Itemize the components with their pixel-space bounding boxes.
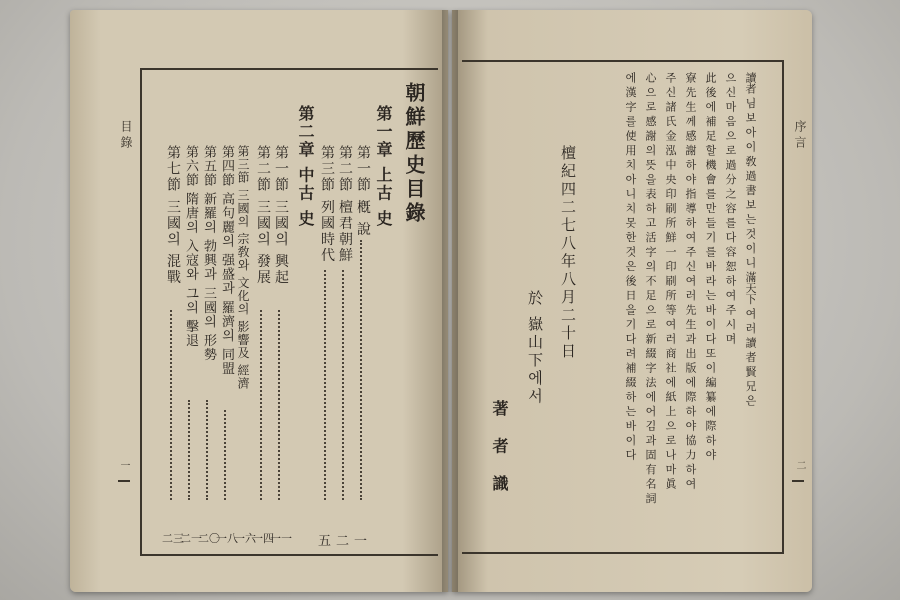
toc-leader-9 (188, 400, 190, 500)
toc-title: 朝鮮歷史目錄 (402, 82, 426, 226)
toc-page-3: 五 (318, 534, 332, 549)
toc-leader-7 (224, 410, 226, 500)
preface-line-6: 心 으 로 感 謝 의 뜻 을 表 하 고 活 字 의 不 足 으 로 新 綴 字 法 에 어 김 과 固 有 名 詞 (644, 72, 657, 504)
book-gutter (442, 10, 458, 592)
toc-page-10: 二三 (162, 532, 184, 545)
author-signature: 著 者 識 (490, 400, 509, 500)
toc-entry-4: 第一節 三國의 興起 (273, 145, 289, 286)
toc-leader-1 (360, 240, 362, 500)
toc-leader-3 (324, 270, 326, 500)
toc-entry-5: 第二節 三國의 發展 (255, 145, 271, 286)
toc-entry-8: 第五節 新羅의 勃興과 三國의 形勢 (201, 145, 216, 362)
preface-line-1: 讀者 님 보 아 이 敎 過 書 보 는 것 이 니 滿天下 여 러 讀 者 賢 兄 은 (744, 72, 757, 406)
toc-leader-4 (278, 310, 280, 500)
chapter-1-heading: 第一章 上古 史 (374, 105, 393, 229)
toc-page-6: 一六 (234, 532, 256, 545)
toc-entry-7: 第四節 高句麗의 强盛과 羅濟의 同盟 (219, 145, 234, 376)
preface-line-3: 此 後 에 補 足 할 機 會 를 만 들 기 를 바 라 는 바 이 다 또 이 編 纂 에 際 하 야 (704, 72, 717, 460)
toc-leader-2 (342, 270, 344, 500)
right-page-tick (792, 480, 804, 482)
preface-line-4: 寮 先 生 께 感 謝 하 야 指 導 하 여 주 신 여 러 先 生 과 出 版 에 際 하 야 協 力 하 여 (684, 72, 697, 489)
toc-leader-8 (206, 400, 208, 500)
open-book (70, 10, 815, 592)
left-page-tick (118, 480, 130, 482)
toc-page-7: 一八 (216, 532, 238, 545)
toc-entry-3: 第三節 列國時代 (319, 145, 335, 264)
toc-page-1: 一 (354, 534, 368, 549)
toc-entry-1: 第一節 槪 說 (355, 145, 371, 238)
preface-line-2: 으 신 마 음 으 로 過 分 之 容 를 다 容 恕 하 여 주 시 며 (724, 72, 737, 344)
left-margin-label: 目 錄 (119, 120, 133, 148)
chapter-2-heading: 第二章 中古 史 (296, 105, 315, 229)
preface-place: 於 嶽山下에서 (526, 290, 544, 406)
preface-line-7: 에 漢 字 를 使 用 치 아 니 치 못 한 것 은 後 日 을 기 다 려 補 綴 하 는 바 이 다 (624, 72, 637, 460)
preface-date: 檀紀四二七八年八月二十日 (559, 145, 577, 361)
toc-entry-10: 第七節 三國의 混戰 (165, 145, 181, 286)
preface-line-5: 주 신 諸 氏 金 泓 中 央 印 刷 所 鮮 一 印 刷 所 等 여 러 商 社 에 紙 上 으 로 나 마 眞 (664, 72, 677, 489)
toc-leader-10 (170, 310, 172, 500)
toc-entry-2: 第二節 檀君朝鮮 (337, 145, 353, 264)
toc-page-4: 一一 (270, 532, 292, 545)
toc-entry-9: 第六節 隋唐의 入寇와 그의 擊退 (183, 145, 198, 348)
toc-page-8: 二〇 (198, 532, 220, 545)
toc-page-2: 二 (336, 534, 350, 549)
right-page-number: 二 (794, 460, 805, 470)
toc-page-5: 一四 (252, 532, 274, 545)
toc-leader-5 (260, 310, 262, 500)
right-margin-label: 序 言 (793, 120, 807, 148)
left-page-number: 一 (118, 460, 129, 470)
toc-entry-6: 第三節 三國의 宗敎와 文化의 影響及 經濟 (236, 145, 250, 391)
toc-page-9: 二一 (180, 532, 202, 545)
